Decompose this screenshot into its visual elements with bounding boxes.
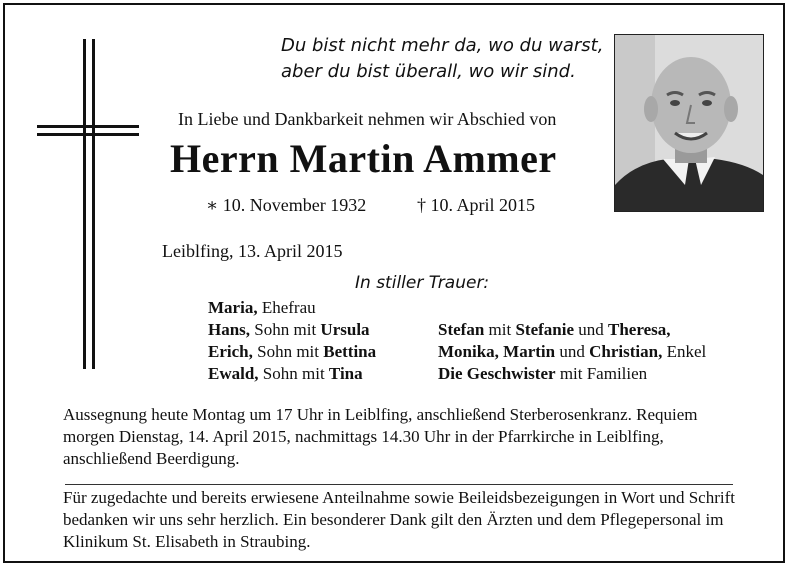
mourner-row: Stefan mit Stefanie und Theresa, xyxy=(438,320,671,339)
place-date: Leiblfing, 13. April 2015 xyxy=(162,241,343,261)
intro-text: In Liebe und Dankbarkeit nehmen wir Abschied von xyxy=(178,109,557,129)
quote-line-1: Du bist nicht mehr da, wo du warst, xyxy=(281,35,604,56)
mourner-row: Monika, Martin und Christian, Enkel xyxy=(438,342,707,361)
mourner-row: Ewald, Sohn mit Tina xyxy=(208,364,363,383)
death-date: † 10. April 2015 xyxy=(417,195,536,215)
mourner-row: Die Geschwister mit Familien xyxy=(438,364,648,383)
birth-date: ∗ 10. November 1932 xyxy=(206,195,367,215)
divider xyxy=(65,484,733,485)
mourners-right xyxy=(438,319,706,385)
portrait-photo xyxy=(614,34,764,212)
quote-line-2: aber du bist überall, wo wir sind. xyxy=(281,61,576,82)
mourners-left xyxy=(208,297,376,385)
service-info: Aussegnung heute Montag um 17 Uhr in Leiblfing, anschließend Sterberosenkranz. Requiem morgen Dienstag, 14. April 2015, nachmittags 14.30 Uhr in der Pfarrkirche in Leiblfing, anschließend Beerdigung. xyxy=(63,405,698,468)
mourner-row: Maria, Ehefrau xyxy=(208,298,316,317)
mourner-row: Erich, Sohn mit Bettina xyxy=(208,342,377,361)
obituary-card xyxy=(3,3,785,563)
mourner-row: Hans, Sohn mit Ursula xyxy=(208,320,370,339)
thanks-text: Für zugedachte und bereits erwiesene Anteilnahme sowie Beileidsbezeigungen in Wort und Schrift bedanken wir uns sehr herzlich. Ein besonderer Dank gilt den Ärzten und dem Pflegepersonal im Klinikum St. Elisabeth in Straubing. xyxy=(63,488,735,551)
deceased-name: Herrn Martin Ammer xyxy=(170,136,557,181)
mourning-heading: In stiller Trauer: xyxy=(355,273,490,293)
